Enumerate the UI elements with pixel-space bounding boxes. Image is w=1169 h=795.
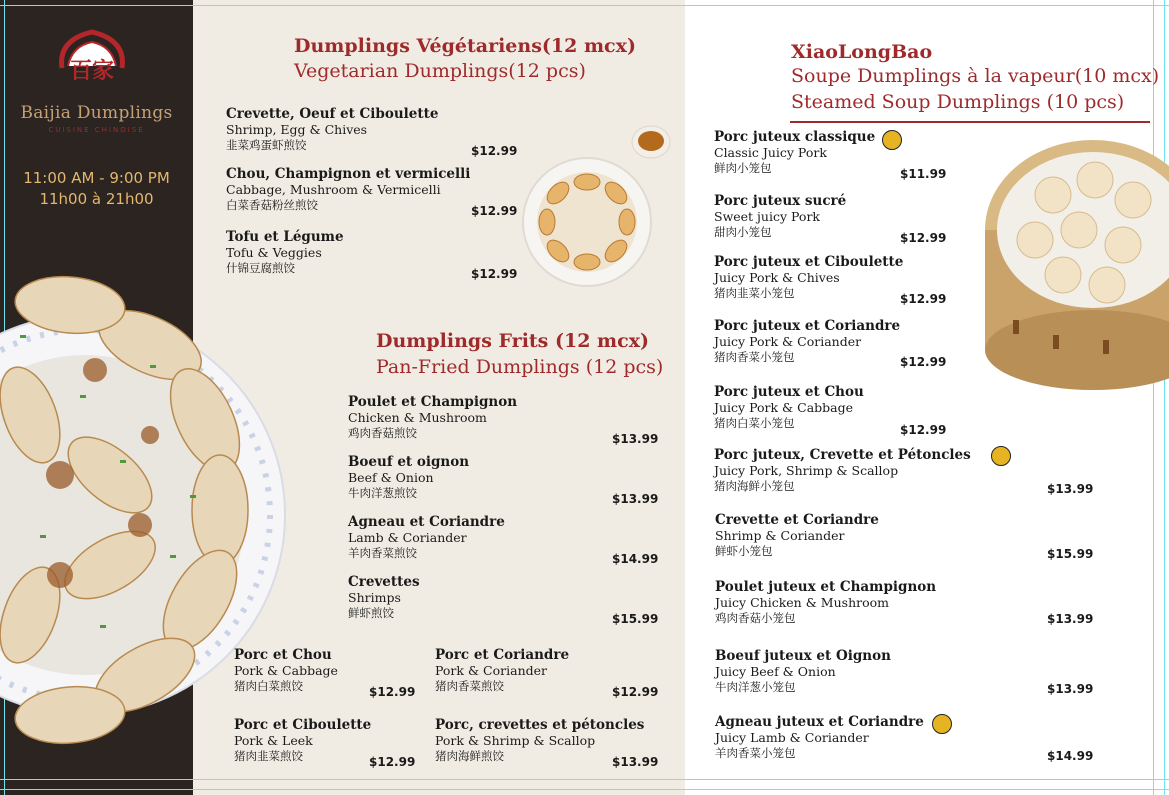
item-name-en: Cabbage, Mushroom & Vermicelli xyxy=(226,182,441,197)
menu-item xyxy=(234,647,414,703)
item-name-en: Chicken & Mushroom xyxy=(348,410,487,425)
thumbs-up-icon xyxy=(991,446,1011,466)
item-name-en: Juicy Lamb & Coriander xyxy=(715,730,869,745)
item-name-en: Juicy Pork & Cabbage xyxy=(714,400,854,415)
item-price: $14.99 xyxy=(1047,749,1094,763)
item-name-zh: 猪肉海鲜小笼包 xyxy=(714,479,795,493)
item-name-zh: 鲜肉小笼包 xyxy=(714,161,772,175)
item-name-zh: 猪肉韭菜煎饺 xyxy=(234,749,303,763)
item-price: $11.99 xyxy=(900,167,947,181)
item-name-zh: 鲜虾小笼包 xyxy=(715,544,773,558)
item-name-fr: Porc juteux et Chou xyxy=(714,384,864,400)
menu-item xyxy=(348,574,658,630)
item-name-fr: Porc juteux, Crevette et Pétoncles xyxy=(714,447,971,463)
xiaolongbao-title: XiaoLongBao xyxy=(791,41,933,63)
item-name-fr: Poulet et Champignon xyxy=(348,394,518,410)
menu-item xyxy=(348,454,658,510)
menu-item xyxy=(226,166,516,222)
steamer-basket-photo xyxy=(983,130,1169,392)
item-name-zh: 猪肉白菜小笼包 xyxy=(714,416,795,430)
item-name-zh: 鲜虾煎饺 xyxy=(348,606,394,620)
item-name-en: Classic Juicy Pork xyxy=(714,145,827,160)
item-price: $13.99 xyxy=(612,492,659,506)
item-name-en: Pork & Leek xyxy=(234,733,313,748)
menu-item xyxy=(435,717,670,773)
menu-item xyxy=(714,129,954,185)
item-name-zh: 羊肉香菜小笼包 xyxy=(715,746,796,760)
item-name-zh: 白菜香菇粉丝煎饺 xyxy=(226,198,318,212)
item-name-fr: Porc et Ciboulette xyxy=(234,717,372,733)
item-price: $15.99 xyxy=(1047,547,1094,561)
item-price: $12.99 xyxy=(612,685,659,699)
brand-name: Baijia Dumplings xyxy=(20,103,173,123)
menu-item xyxy=(234,717,414,773)
item-name-zh: 猪肉香菜小笼包 xyxy=(714,350,795,364)
item-name-zh: 鸡肉香菇煎饺 xyxy=(348,426,417,440)
menu-item xyxy=(715,579,1095,635)
item-price: $12.99 xyxy=(369,685,416,699)
item-name-fr: Tofu et Légume xyxy=(226,229,344,245)
guide-line xyxy=(0,5,1169,6)
item-price: $12.99 xyxy=(471,144,518,158)
item-price: $12.99 xyxy=(900,292,947,306)
item-price: $12.99 xyxy=(900,423,947,437)
item-price: $15.99 xyxy=(612,612,659,626)
item-name-en: Juicy Beef & Onion xyxy=(715,664,836,679)
xiaolongbao-title-fr: Soupe Dumplings à la vapeur(10 mcx) xyxy=(791,65,1160,87)
item-name-zh: 牛肉洋葱煎饺 xyxy=(348,486,417,500)
item-name-en: Shrimp, Egg & Chives xyxy=(226,122,368,137)
item-name-fr: Agneau juteux et Coriandre xyxy=(715,714,924,730)
thumbs-up-icon xyxy=(932,714,952,734)
menu-item xyxy=(714,447,1094,503)
item-name-zh: 甜肉小笼包 xyxy=(714,225,772,239)
menu-item xyxy=(348,394,658,450)
menu-item xyxy=(435,647,665,703)
guide-line xyxy=(0,789,1169,790)
item-price: $13.99 xyxy=(1047,482,1094,496)
vegetarian-dumpling-plate-photo xyxy=(520,155,655,290)
item-name-fr: Porc juteux et Ciboulette xyxy=(714,254,904,270)
item-name-en: Pork & Coriander xyxy=(435,663,547,678)
item-price: $14.99 xyxy=(612,552,659,566)
section-divider xyxy=(790,121,1150,123)
item-name-zh: 猪肉韭菜小笼包 xyxy=(714,286,795,300)
thumbs-up-icon xyxy=(882,130,902,150)
menu-item xyxy=(714,384,954,440)
menu-item xyxy=(226,106,516,162)
item-name-en: Pork & Shrimp & Scallop xyxy=(435,733,596,748)
item-name-fr: Boeuf juteux et Oignon xyxy=(715,648,891,664)
item-name-fr: Porc juteux sucré xyxy=(714,193,847,209)
menu-item xyxy=(715,512,1095,568)
item-name-fr: Porc, crevettes et pétoncles xyxy=(435,717,645,733)
item-name-zh: 猪肉海鲜煎饺 xyxy=(435,749,504,763)
item-name-en: Tofu & Veggies xyxy=(226,245,322,260)
item-name-en: Beef & Onion xyxy=(348,470,434,485)
item-price: $12.99 xyxy=(369,755,416,769)
opening-hours-en: 11:00 AM - 9:00 PM xyxy=(23,169,170,187)
fried-title-en: Pan-Fried Dumplings (12 pcs) xyxy=(376,356,664,378)
item-name-fr: Crevette et Coriandre xyxy=(715,512,879,528)
item-name-en: Sweet juicy Pork xyxy=(714,209,820,224)
guide-line xyxy=(1164,0,1165,795)
item-name-fr: Chou, Champignon et vermicelli xyxy=(226,166,471,182)
pan-fried-dumpling-plate-photo xyxy=(0,245,290,785)
item-name-fr: Crevettes xyxy=(348,574,420,590)
item-name-fr: Crevette, Oeuf et Ciboulette xyxy=(226,106,439,122)
brand-subtitle: CUISINE CHINOISE xyxy=(48,126,145,134)
item-name-en: Shrimp & Coriander xyxy=(715,528,845,543)
vegetarian-title-fr: Dumplings Végétariens(12 mcx) xyxy=(294,35,636,57)
item-name-en: Juicy Pork & Chives xyxy=(714,270,840,285)
item-name-zh: 韭菜鸡蛋虾煎饺 xyxy=(226,138,307,152)
item-price: $12.99 xyxy=(471,204,518,218)
item-price: $13.99 xyxy=(612,755,659,769)
vegetarian-title-en: Vegetarian Dumplings(12 pcs) xyxy=(294,60,586,82)
item-price: $13.99 xyxy=(612,432,659,446)
dipping-sauce-bowl-photo xyxy=(631,124,671,160)
xiaolongbao-title-en: Steamed Soup Dumplings (10 pcs) xyxy=(791,91,1125,113)
item-name-fr: Poulet juteux et Champignon xyxy=(715,579,937,595)
menu-item xyxy=(714,254,954,310)
baijia-logo xyxy=(48,26,136,96)
item-name-zh: 猪肉白菜煎饺 xyxy=(234,679,303,693)
item-price: $13.99 xyxy=(1047,682,1094,696)
item-name-zh: 猪肉香菜煎饺 xyxy=(435,679,504,693)
item-name-en: Shrimps xyxy=(348,590,401,605)
item-name-en: Lamb & Coriander xyxy=(348,530,467,545)
fried-title-fr: Dumplings Frits (12 mcx) xyxy=(376,330,650,352)
item-name-fr: Porc juteux et Coriandre xyxy=(714,318,901,334)
item-price: $12.99 xyxy=(900,355,947,369)
item-name-en: Pork & Cabbage xyxy=(234,663,338,678)
item-name-fr: Porc juteux classique xyxy=(714,129,876,145)
item-name-en: Juicy Pork & Coriander xyxy=(714,334,862,349)
item-name-zh: 什锦豆腐煎饺 xyxy=(226,261,295,275)
item-name-zh: 牛肉洋葱小笼包 xyxy=(715,680,796,694)
item-name-zh: 鸡肉香菇小笼包 xyxy=(715,611,796,625)
menu-item xyxy=(226,229,516,285)
menu-item xyxy=(714,318,954,374)
item-price: $13.99 xyxy=(1047,612,1094,626)
item-name-fr: Porc et Chou xyxy=(234,647,332,663)
item-price: $12.99 xyxy=(471,267,518,281)
item-name-fr: Porc et Coriandre xyxy=(435,647,570,663)
item-price: $12.99 xyxy=(900,231,947,245)
menu-item xyxy=(714,193,954,249)
menu-item xyxy=(715,648,1095,704)
item-name-en: Juicy Chicken & Mushroom xyxy=(715,595,889,610)
menu-item xyxy=(715,714,1095,770)
menu-item xyxy=(348,514,658,570)
item-name-fr: Boeuf et oignon xyxy=(348,454,470,470)
item-name-en: Juicy Pork, Shrimp & Scallop xyxy=(714,463,899,478)
item-name-zh: 羊肉香菜煎饺 xyxy=(348,546,417,560)
item-name-fr: Agneau et Coriandre xyxy=(348,514,505,530)
guide-line xyxy=(1153,0,1154,795)
logo-text: 百家 xyxy=(69,59,115,84)
opening-hours-fr: 11h00 à 21h00 xyxy=(39,190,154,208)
